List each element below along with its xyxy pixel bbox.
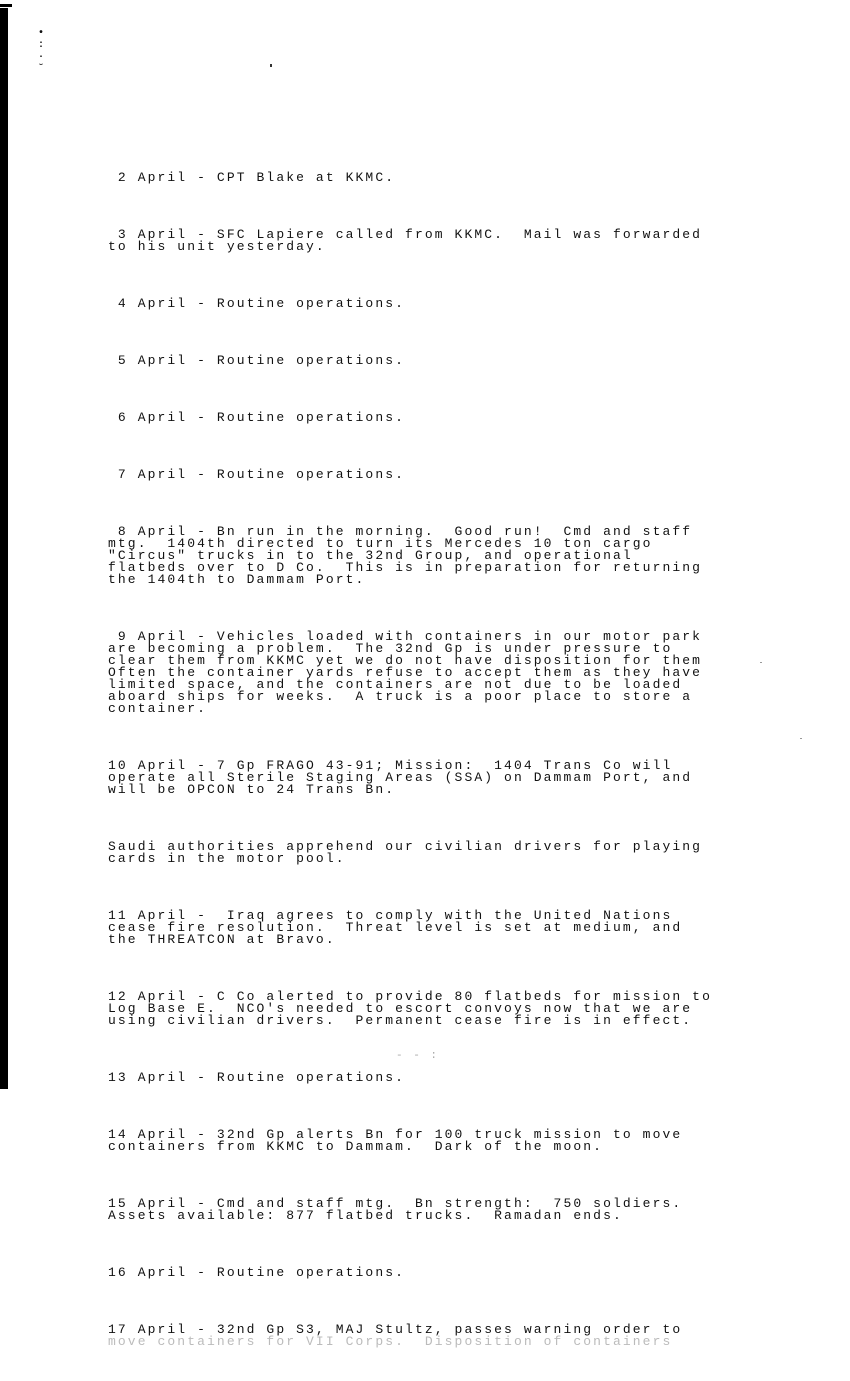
entry-last bbox=[108, 1324, 712, 1348]
entry: 3 April - SFC Lapiere called from KKMC. Mail was forwarded to his unit yesterday. bbox=[108, 227, 703, 254]
entry: 6 April - Routine operations. bbox=[108, 410, 406, 425]
scan-speck bbox=[760, 662, 762, 663]
entry: Saudi authorities apprehend our civilian drivers for playing cards in the motor pool. bbox=[108, 839, 703, 866]
entry: 16 April - Routine operations. bbox=[108, 1265, 406, 1280]
entry: 9 April - Vehicles loaded with containers in our motor park are becoming a problem. The 32nd Gp is under pressure to clear them from KKMC yet we do not have disposition for them Often the container yards refuse to accept them as they have limited space, and the containers are not due to be loaded aboard ships for weeks. A truck is a poor place to store a container. bbox=[108, 629, 703, 716]
entry: 5 April - Routine operations. bbox=[108, 353, 406, 368]
log-entries bbox=[108, 148, 712, 1381]
entry: 8 April - Bn run in the morning. Good run! Cmd and staff mtg. 1404th directed to turn its Mercedes 10 ton cargo "Circus" trucks in to the 32nd Group, and operational flatbeds over to D Co. This is in preparation for returning the 1404th to Dammam Port. bbox=[108, 524, 703, 587]
scan-speck bbox=[270, 64, 272, 67]
entry: 2 April - CPT Blake at KKMC. bbox=[108, 170, 396, 185]
scan-border-top bbox=[0, 4, 12, 7]
entry: 14 April - 32nd Gp alerts Bn for 100 truck mission to move containers from KKMC to Dammam. Dark of the moon. bbox=[108, 1127, 683, 1154]
entry: 10 April - 7 Gp FRAGO 43-91; Mission: 1404 Trans Co will operate all Sterile Staging Areas (SSA) on Dammam Port, and will be OPCON to 24 Trans Bn. bbox=[108, 758, 693, 797]
scan-marks: • : · ˘ bbox=[38, 28, 45, 75]
entry: 7 April - Routine operations. bbox=[108, 467, 406, 482]
scan-border-left bbox=[0, 8, 8, 1089]
entry: 15 April - Cmd and staff mtg. Bn strength: 750 soldiers. Assets available: 877 flatbed trucks. Ramadan ends. bbox=[108, 1196, 683, 1223]
entry: 11 April - Iraq agrees to comply with the United Nations cease fire resolution. Threat level is set at medium, and the THREATCON at Bravo. bbox=[108, 908, 683, 947]
entry-line-faded: move containers for VII Corps. Disposition of containers bbox=[108, 1334, 673, 1349]
entry-line: 17 April - 32nd Gp S3, MAJ Stultz, passes warning order to bbox=[108, 1322, 683, 1337]
entry: 12 April - C Co alerted to provide 80 flatbeds for mission to Log Base E. NCO's needed to escort convoys now that we are using civilian drivers. Permanent cease fire is in effect. bbox=[108, 989, 712, 1028]
entry: 13 April - Routine operations. bbox=[108, 1070, 406, 1085]
page-number: - - : bbox=[396, 1050, 440, 1062]
scan-speck bbox=[800, 738, 802, 739]
entry: 4 April - Routine operations. bbox=[108, 296, 406, 311]
